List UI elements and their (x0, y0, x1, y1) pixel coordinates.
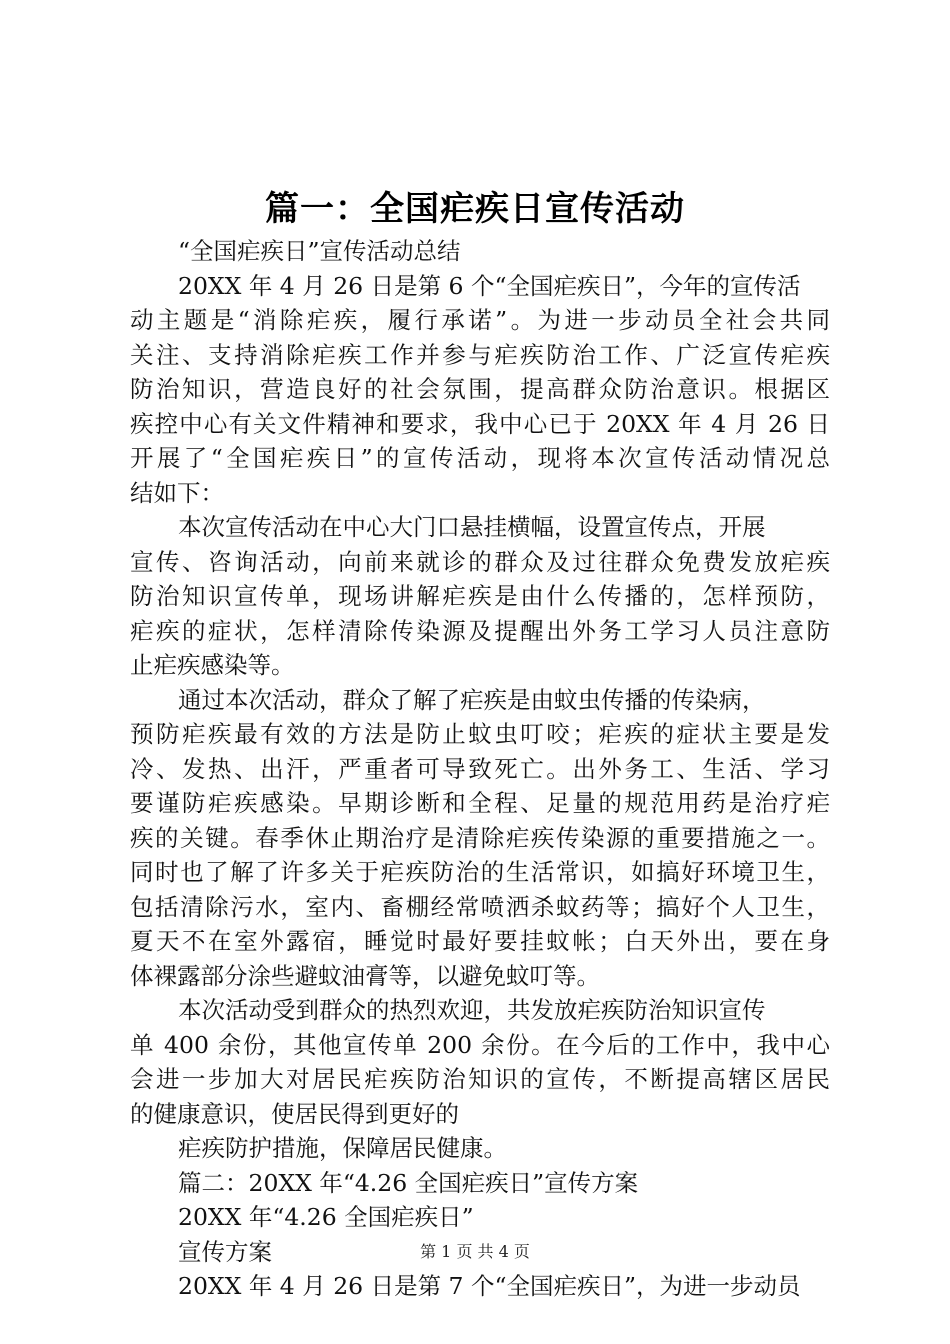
section-heading: 篇二：20XX 年“4.26 全国疟疾日”宣传方案 (178, 1168, 639, 1197)
paragraph-line: 同时也了解了许多关于疟疾防治的生活常识，如搞好环境卫生， (130, 858, 830, 886)
paragraph-line: 疾的关键。春季休止期治疗是清除疟疾传染源的重要措施之一。 (130, 823, 830, 852)
paragraph-line: 本次宣传活动在中心大门口悬挂横幅，设置宣传点，开展 (178, 513, 766, 541)
paragraph-line: 关注、支持消除疟疾工作并参与疟疾防治工作、广泛宣传疟疾 (130, 340, 830, 369)
paragraph-line: 防治知识宣传单，现场讲解疟疾是由什么传播的，怎样预防， (130, 582, 830, 610)
paragraph-line: 预防疟疾最有效的方法是防止蚊虫叮咬；疟疾的症状主要是发 (130, 720, 830, 748)
section-subheading: 20XX 年“4.26 全国疟疾日” (178, 1203, 474, 1231)
paragraph-line: 冷、发热、出汗，严重者可导致死亡。出外务工、生活、学习 (130, 754, 830, 783)
paragraph-line: 夏天不在室外露宿，睡觉时最好要挂蚊帐；白天外出，要在身 (130, 927, 830, 955)
page-number-footer: 第 1 页 共 4 页 (420, 1242, 530, 1261)
paragraph-line: 包括清除污水，室内、畜棚经常喷洒杀蚊药等；搞好个人卫生， (130, 892, 830, 921)
paragraph-line: 单 400 余份，其他宣传单 200 余份。在今后的工作中，我中心 (130, 1030, 830, 1059)
paragraph-line: 疟疾的症状，怎样清除传染源及提醒出外务工学习人员注意防 (130, 616, 830, 645)
paragraph-line: 宣传、咨询活动，向前来就诊的群众及过往群众免费发放疟疾 (130, 547, 830, 576)
paragraph-line: 止疟疾感染等。 (130, 651, 295, 679)
paragraph-line: 体裸露部分涂些避蚊油膏等，以避免蚊叮等。 (130, 961, 600, 990)
paragraph-line: 结如下： (130, 478, 224, 507)
paragraph-line: 要谨防疟疾感染。早期诊断和全程、足量的规范用药是治疗疟 (130, 789, 830, 817)
document-title: 篇一：全国疟疾日宣传活动 (265, 189, 685, 229)
paragraph-line: 会进一步加大对居民疟疾防治知识的宣传，不断提高辖区居民 (130, 1065, 830, 1093)
paragraph-line: 20XX 年 4 月 26 日是第 7 个“全国疟疾日”，为进一步动员 (178, 1272, 801, 1300)
section-subtitle: “全国疟疾日”宣传活动总结 (178, 237, 461, 265)
paragraph-line: 本次活动受到群众的热烈欢迎，共发放疟疾防治知识宣传 (178, 996, 766, 1024)
paragraph-line: 疟疾防护措施，保障居民健康。 (178, 1134, 507, 1162)
paragraph-line: 通过本次活动，群众了解了疟疾是由蚊虫传播的传染病， (178, 685, 766, 714)
section-subheading: 宣传方案 (178, 1237, 272, 1266)
paragraph-line: 20XX 年 4 月 26 日是第 6 个“全国疟疾日”，今年的宣传活 (178, 271, 801, 300)
paragraph-line: 开展了“全国疟疾日”的宣传活动，现将本次宣传活动情况总 (130, 444, 830, 472)
paragraph-line: 疾控中心有关文件精神和要求，我中心已于 20XX 年 4 月 26 日 (130, 409, 830, 438)
document-body (130, 234, 830, 1304)
paragraph-line: 动主题是“消除疟疾，履行承诺”。为进一步动员全社会共同 (130, 306, 830, 334)
paragraph-line: 的健康意识，使居民得到更好的 (130, 1099, 459, 1128)
paragraph-line: 防治知识，营造良好的社会氛围，提高群众防治意识。根据区 (130, 375, 830, 403)
